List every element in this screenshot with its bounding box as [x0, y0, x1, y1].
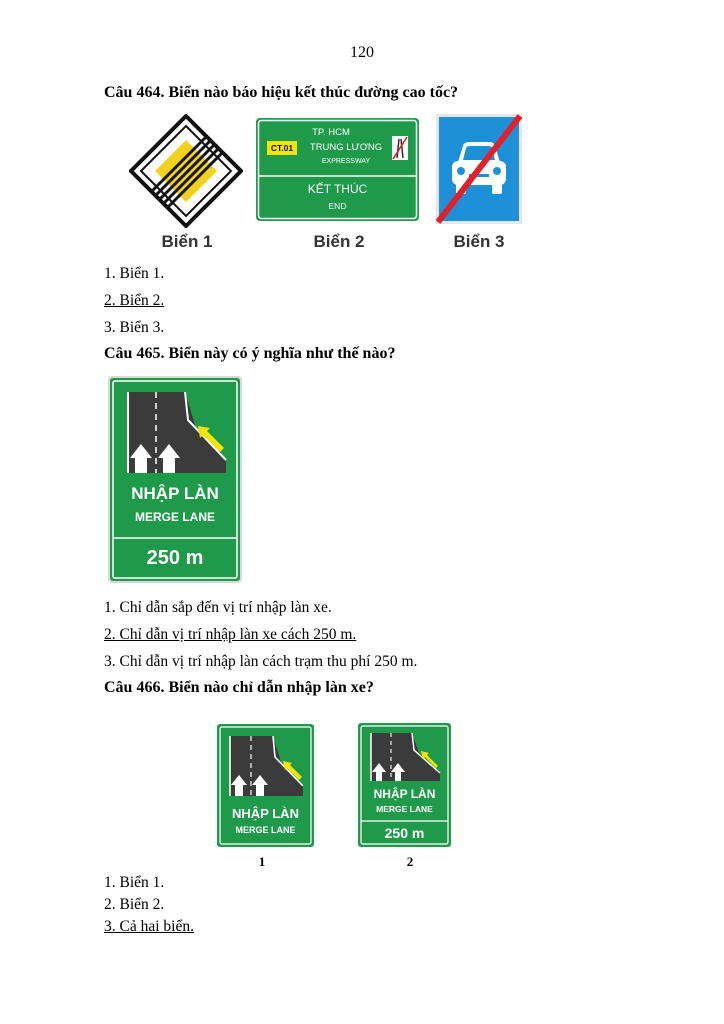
question-466-title: Câu 466. Biển nào chỉ dẫn nhập làn xe? [104, 679, 374, 696]
q465-option-2-correct: 2. Chỉ dẫn vị trí nhập làn xe cách 250 m. [104, 626, 357, 643]
q465-option-3: 3. Chỉ dẫn vị trí nhập làn cách trạm thu phí 250 m. [104, 653, 418, 670]
q466-option-2: 2. Biển 2. [104, 896, 165, 913]
merge-lane-en: MERGE LANE [134, 510, 215, 524]
expressway-end-sign [256, 118, 419, 221]
merge-lane-1-en: MERGE LANE [235, 825, 296, 835]
q464-option-3: 3. Biển 3. [104, 319, 165, 336]
sign-1-caption: Biển 1 [161, 232, 213, 251]
sign-line-destination: TRUNG LƯƠNG [309, 142, 383, 153]
q466-option-3-correct: 3. Cả hai biển. [104, 918, 194, 935]
merge-lane-sign-1 [217, 724, 314, 847]
sign-2-caption: Biển 2 [313, 232, 365, 251]
merge-lane-2-distance: 250 m [384, 825, 425, 841]
q466-option-1: 1. Biển 1. [104, 874, 165, 891]
question-465-title: Câu 465. Biển này có ý nghĩa như thế nào? [104, 345, 396, 362]
merge-lane-sign-2 [358, 723, 451, 847]
sign-line-end-en: END [328, 201, 347, 211]
expressway-code: CT.01 [270, 143, 294, 153]
q464-option-1: 1. Biển 1. [104, 265, 165, 282]
sign-label-1: 1 [258, 854, 266, 869]
sign-line-expressway: EXPRESSWAY [321, 158, 371, 165]
sign-line-end-vi: KẾT THÚC [307, 182, 368, 196]
sign-line-city: TP. HCM [312, 127, 350, 138]
merge-lane-250m-sign [108, 376, 242, 583]
q464-option-2-correct: 2. Biển 2. [104, 292, 165, 309]
end-motor-road-sign [436, 114, 522, 224]
sign-3-caption: Biển 3 [453, 232, 505, 251]
page-number: 120 [350, 44, 374, 61]
merge-lane-1-vi: NHẬP LÀN [232, 806, 299, 821]
question-464-title: Câu 464. Biển nào báo hiệu kết thúc đường cao tốc? [104, 84, 459, 101]
merge-lane-distance: 250 m [146, 547, 204, 569]
merge-lane-2-vi: NHẬP LÀN [373, 787, 436, 801]
q465-option-1: 1. Chỉ dẫn sắp đến vị trí nhập làn xe. [104, 599, 332, 616]
merge-lane-vi: NHẬP LÀN [131, 484, 219, 503]
end-priority-road-sign [129, 114, 243, 228]
sign-label-2: 2 [406, 854, 414, 869]
merge-lane-2-en: MERGE LANE [376, 804, 433, 814]
